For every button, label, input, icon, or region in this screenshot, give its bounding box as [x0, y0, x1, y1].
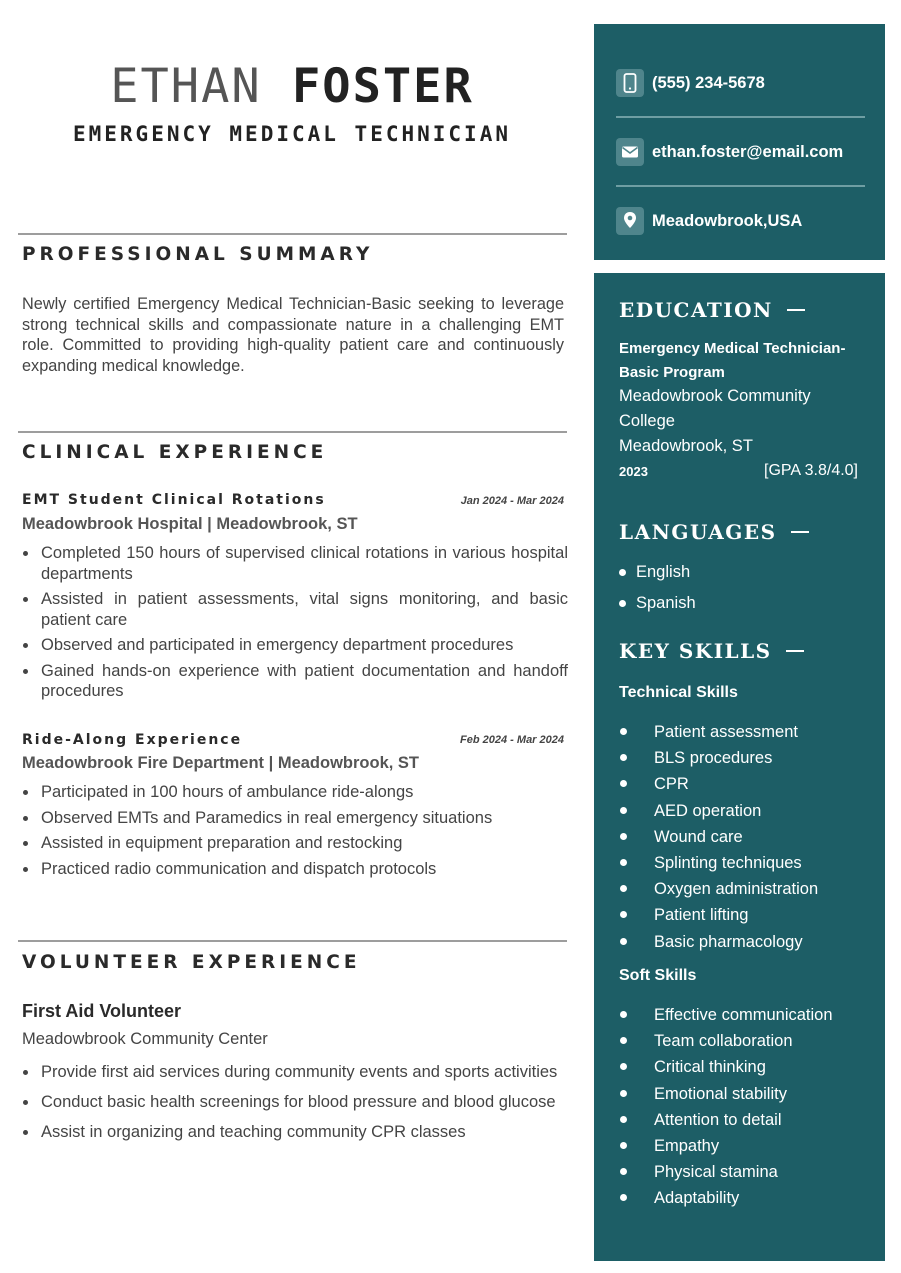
first-name: ETHAN: [110, 59, 262, 114]
list-item: Patient lifting: [619, 902, 818, 928]
job-title: EMT Student Clinical Rotations: [22, 492, 326, 508]
list-item: Participated in 100 hours of ambulance ride-alongs: [22, 782, 568, 803]
email-text[interactable]: ethan.foster@email.com: [652, 142, 844, 161]
clinical-heading: CLINICAL EXPERIENCE: [22, 442, 328, 463]
contact-panel: [594, 24, 885, 260]
location-pin-icon: [616, 207, 644, 235]
languages-heading: LANGUAGES: [619, 520, 809, 544]
phone-icon: [616, 69, 644, 97]
education-school: Meadowbrook Community College: [619, 387, 811, 430]
list-item: Wound care: [619, 824, 818, 850]
list-item: Critical thinking: [619, 1054, 833, 1080]
list-item: Emotional stability: [619, 1081, 833, 1107]
list-item: Observed and participated in emergency department procedures: [22, 635, 568, 656]
volunteer-organization: Meadowbrook Community Center: [22, 1030, 268, 1048]
section-divider: [18, 431, 567, 433]
heading-dash: [786, 650, 804, 652]
education-year: 2023: [619, 464, 648, 479]
list-item: Patient assessment: [619, 719, 818, 745]
contact-divider: [616, 185, 865, 187]
contact-email: [616, 138, 843, 166]
summary-heading: PROFESSIONAL SUMMARY: [22, 244, 374, 265]
list-item: Basic pharmacology: [619, 929, 818, 955]
contact-phone: [616, 69, 765, 97]
list-item: Provide first aid services during community events and sports activities: [22, 1059, 568, 1085]
education-program: Emergency Medical Technician-Basic Program: [619, 340, 846, 381]
education-heading: EDUCATION: [619, 298, 805, 322]
list-item: Team collaboration: [619, 1028, 833, 1054]
list-item: Attention to detail: [619, 1107, 833, 1133]
list-item: English: [619, 557, 696, 588]
list-item: Spanish: [619, 588, 696, 619]
job-dates: Feb 2024 - Mar 2024: [460, 734, 564, 746]
list-item: Adaptability: [619, 1185, 833, 1211]
job-title: Ride-Along Experience: [22, 732, 243, 748]
technical-skills-heading: Technical Skills: [619, 684, 738, 701]
job-bullets: [22, 782, 568, 884]
volunteer-heading: VOLUNTEER EXPERIENCE: [22, 952, 361, 973]
list-item: BLS procedures: [619, 745, 818, 771]
job-dates: Jan 2024 - Mar 2024: [460, 495, 564, 507]
summary-text: Newly certified Emergency Medical Technician-Basic seeking to leverage strong technical skills and compassionate nature in a challenging EMT role. Committed to providing high-quality patient care and continuously expanding medical knowledge.: [22, 295, 564, 376]
list-item: Assist in organizing and teaching community CPR classes: [22, 1119, 568, 1145]
job-organization: Meadowbrook Hospital | Meadowbrook, ST: [22, 515, 358, 533]
volunteer-bullets: [22, 1059, 568, 1149]
contact-location: [616, 207, 802, 235]
location-text: Meadowbrook,USA: [652, 211, 803, 230]
phone-text[interactable]: (555) 234-5678: [652, 73, 765, 92]
languages-list: [619, 557, 696, 619]
list-item: AED operation: [619, 798, 818, 824]
list-item: Assisted in patient assessments, vital signs monitoring, and basic patient care: [22, 589, 568, 630]
list-item: Observed EMTs and Paramedics in real emergency situations: [22, 808, 568, 829]
list-item: Assisted in equipment preparation and restocking: [22, 833, 568, 854]
job-organization: Meadowbrook Fire Department | Meadowbrook, ST: [22, 754, 419, 772]
education-gpa: [GPA 3.8/4.0]: [764, 462, 858, 479]
education-location: Meadowbrook, ST: [619, 437, 753, 455]
heading-dash: [791, 531, 809, 533]
sidebar-panel: [594, 273, 885, 1261]
soft-skills-list: [619, 1002, 833, 1212]
list-item: CPR: [619, 771, 818, 797]
heading-dash: [787, 309, 805, 311]
list-item: Practiced radio communication and dispatch protocols: [22, 859, 568, 880]
section-divider: [18, 940, 567, 942]
technical-skills-list: [619, 719, 818, 955]
skills-heading: KEY SKILLS: [619, 639, 804, 663]
list-item: Effective communication: [619, 1002, 833, 1028]
list-item: Splinting techniques: [619, 850, 818, 876]
job-bullets: [22, 543, 568, 707]
volunteer-title: First Aid Volunteer: [22, 1001, 182, 1021]
section-divider: [18, 233, 567, 235]
contact-divider: [616, 116, 865, 118]
list-item: Conduct basic health screenings for blood pressure and blood glucose: [22, 1089, 568, 1115]
list-item: Completed 150 hours of supervised clinical rotations in various hospital departments: [22, 543, 568, 584]
mail-icon: [616, 138, 644, 166]
last-name: FOSTER: [292, 59, 474, 114]
list-item: Empathy: [619, 1133, 833, 1159]
job-title-header: EMERGENCY MEDICAL TECHNICIAN: [72, 122, 511, 146]
candidate-name: [18, 58, 566, 116]
list-item: Oxygen administration: [619, 876, 818, 902]
soft-skills-heading: Soft Skills: [619, 967, 697, 984]
list-item: Physical stamina: [619, 1159, 833, 1185]
list-item: Gained hands-on experience with patient documentation and handoff procedures: [22, 661, 568, 702]
